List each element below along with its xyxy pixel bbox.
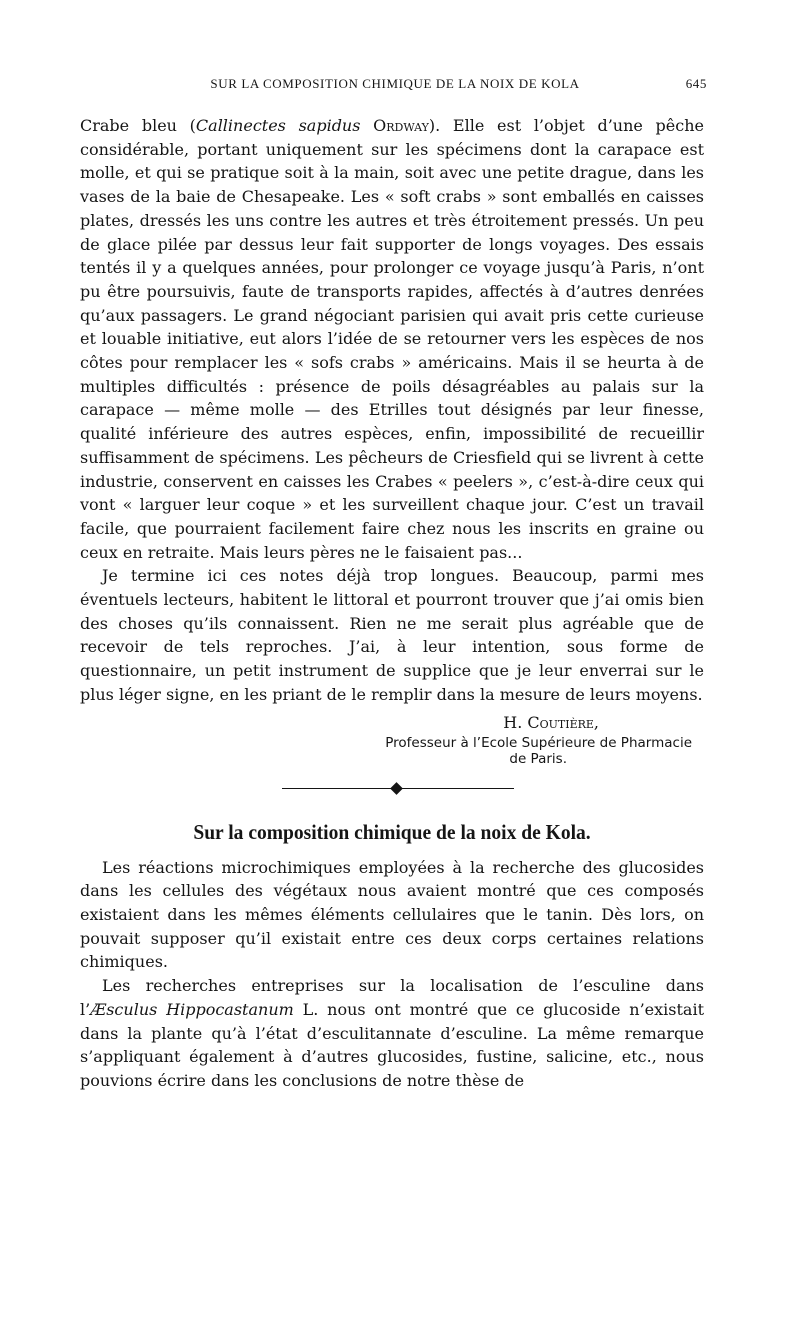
paragraph-text: Crabe bleu ( — [80, 116, 196, 135]
paragraph-conclusion: Je termine ici ces notes déjà trop longues. Beaucoup, parmi mes éventuels lecteurs, habitent le littoral et pourront trouver que j’ai omis bien des choses qu’ils connaissent. Rien ne me serait plus agréable que de recevoir de tels reproches. J’ai, à leur intention, sous forme de questionnaire, un petit instrument de supplice que je leur enverrai sur le plus léger signe, en les priant de le remplir dans la mesure de leurs moyens. — [80, 566, 704, 704]
paragraph-text: Les recherches entreprises sur la localisation de l’esculine dans l’ — [80, 976, 704, 1019]
paragraph-esculine — [80, 974, 704, 1093]
article-body — [80, 114, 704, 1093]
species-name-italic: Callinectes sapidus — [195, 116, 361, 135]
paragraph-microchimiques: Les réactions microchimiques employées à la recherche des glucosides dans les cellules des végétaux nous avaient montré que ces composés existaient dans les mêmes éléments cellulaires que le tanin. Dès lors, on pouvait supposer qu’il existait entre ces deux corps certaines relations chimiques. — [80, 857, 704, 972]
page-number: 645 — [685, 76, 707, 91]
author-affiliation — [80, 735, 704, 767]
paragraph-text: ). Elle est l’objet d’une pêche considérable, portant uniquement sur les spécimens dont la carapace est molle, et qui se pratique soit à la main, soit avec une petite drague, dans les vases de la baie de Chesapeake. Les « soft crabs » sont emballés en caisses plates, dressés les uns contre les autres et très étroitement pressés. Un peu de glace pilée par dessus leur fait supporter de longs voyages. Des essais tentés il y a quelques années, pour prolonger ce voyage jusqu’à Paris, n’ont pu être poursuivis, faute de transports rapides, affectés à d’autres denrées qu’aux passagers. Le grand négociant parisien qui avait pris cette curieuse et louable initiative, eut alors l’idée de se retourner vers les espèces de nos côtes pour remplacer les « sofs crabs » américains. Mais il se heurta à de multiples difficultés : présence de poils désagréables au palais sur la carapace — même molle — des Etrilles tout désignés par leur finesse, qualité inférieure des autres espèces, enfin, impossibilité de recueillir suffisamment de spécimens. Les pêcheurs de Criesfield qui se livrent à cette industrie, conservent en caisses les Crabes « peelers », c’est-à-dire ceux qui vont « larguer leur coque » et les surveillent chaque jour. C’est un travail facile, que pourraient facilement faire chez nous les inscrits en graine ou ceux en retraite. Mais leurs pères ne le faisaient pas... — [80, 116, 704, 562]
author-signature — [80, 711, 704, 735]
paragraph-text: L. nous ont montré que ce glucoside n’existait dans la plante qu’à l’état d’esculitannate d’esculine. La même remarque s’appliquant également à d’autres glucosides, fustine, salicine, etc., nous pouvions écrire dans les conclusions de notre thèse de — [80, 999, 705, 1090]
paragraph-crabe-bleu — [80, 114, 704, 564]
affiliation-line-1: Professeur à l’Ecole Supérieure de Pharmacie — [385, 734, 692, 751]
author-citation: Ordway — [373, 116, 429, 135]
species-name-italic: Æsculus Hippocastanum — [90, 999, 294, 1019]
section-title: Sur la composition chimique de la noix de Kola. — [193, 819, 591, 844]
running-title: SUR LA COMPOSITION CHIMIQUE DE LA NOIX DE KOLA — [210, 76, 580, 91]
divider-diamond-icon — [390, 782, 403, 795]
author-name: H. Coutière, — [503, 712, 599, 732]
affiliation-line-2: de Paris. — [509, 750, 567, 767]
section-divider — [80, 767, 704, 811]
running-header — [83, 76, 707, 96]
